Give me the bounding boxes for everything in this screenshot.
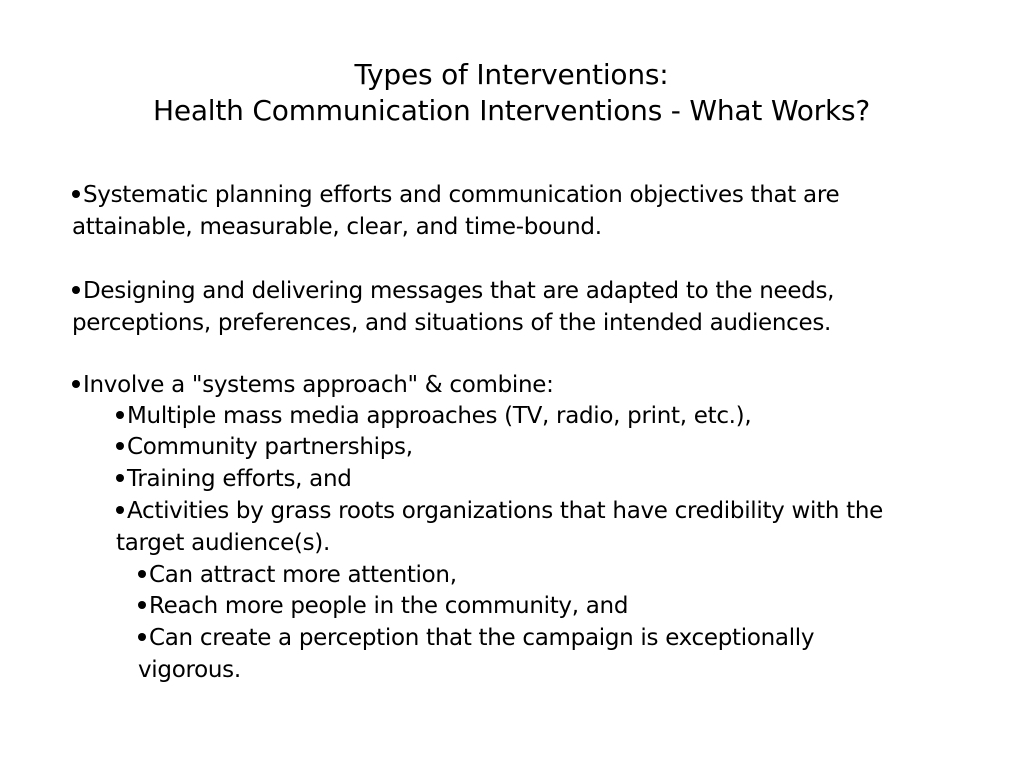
sub-bullet-3 [116, 464, 352, 494]
bullet-text: Multiple mass media approaches (TV, radio, print, etc.), [127, 403, 752, 429]
bullet-text: Reach more people in the community, and [149, 593, 629, 619]
bullet-text: Involve a "systems approach" & combine: [83, 372, 554, 398]
bullet-dot-icon [138, 633, 146, 641]
bullet-text: Community partnerships, [127, 434, 413, 460]
bullet-1-line-1 [72, 180, 839, 210]
bullet-dot-icon [116, 474, 124, 482]
sub-bullet-4-line-2: target audience(s). [116, 530, 330, 556]
bullet-text: Designing and delivering messages that are adapted to the needs, [83, 278, 835, 304]
bullet-dot-icon [138, 601, 146, 609]
title-line-1: Types of Interventions: [354, 58, 669, 91]
bullet-dot-icon [72, 190, 80, 198]
bullet-3 [72, 370, 554, 400]
sub-bullet-4-line-1 [116, 496, 883, 526]
bullet-text: Can attract more attention, [149, 562, 457, 588]
bullet-text: Can create a perception that the campaign is exceptionally [149, 625, 815, 651]
sub-sub-bullet-1 [138, 560, 457, 590]
title-line-2: Health Communication Interventions - What Works? [152, 94, 871, 127]
bullet-1-line-2: attainable, measurable, clear, and time-bound. [72, 214, 602, 240]
bullet-dot-icon [116, 442, 124, 450]
bullet-text: Activities by grass roots organizations that have credibility with the [127, 498, 883, 524]
bullet-text: Systematic planning efforts and communication objectives that are [83, 182, 840, 208]
sub-sub-bullet-3-line-1 [138, 623, 814, 653]
bullet-2-line-2: perceptions, preferences, and situations of the intended audiences. [72, 310, 832, 336]
sub-sub-bullet-3-line-2: vigorous. [138, 657, 241, 683]
sub-bullet-1 [116, 401, 751, 431]
bullet-dot-icon [116, 411, 124, 419]
bullet-dot-icon [72, 380, 80, 388]
bullet-dot-icon [72, 286, 80, 294]
sub-bullet-2 [116, 432, 413, 462]
bullet-dot-icon [116, 506, 124, 514]
bullet-dot-icon [138, 570, 146, 578]
bullet-2-line-1 [72, 276, 834, 306]
bullet-text: Training efforts, and [127, 466, 352, 492]
sub-sub-bullet-2 [138, 591, 628, 621]
